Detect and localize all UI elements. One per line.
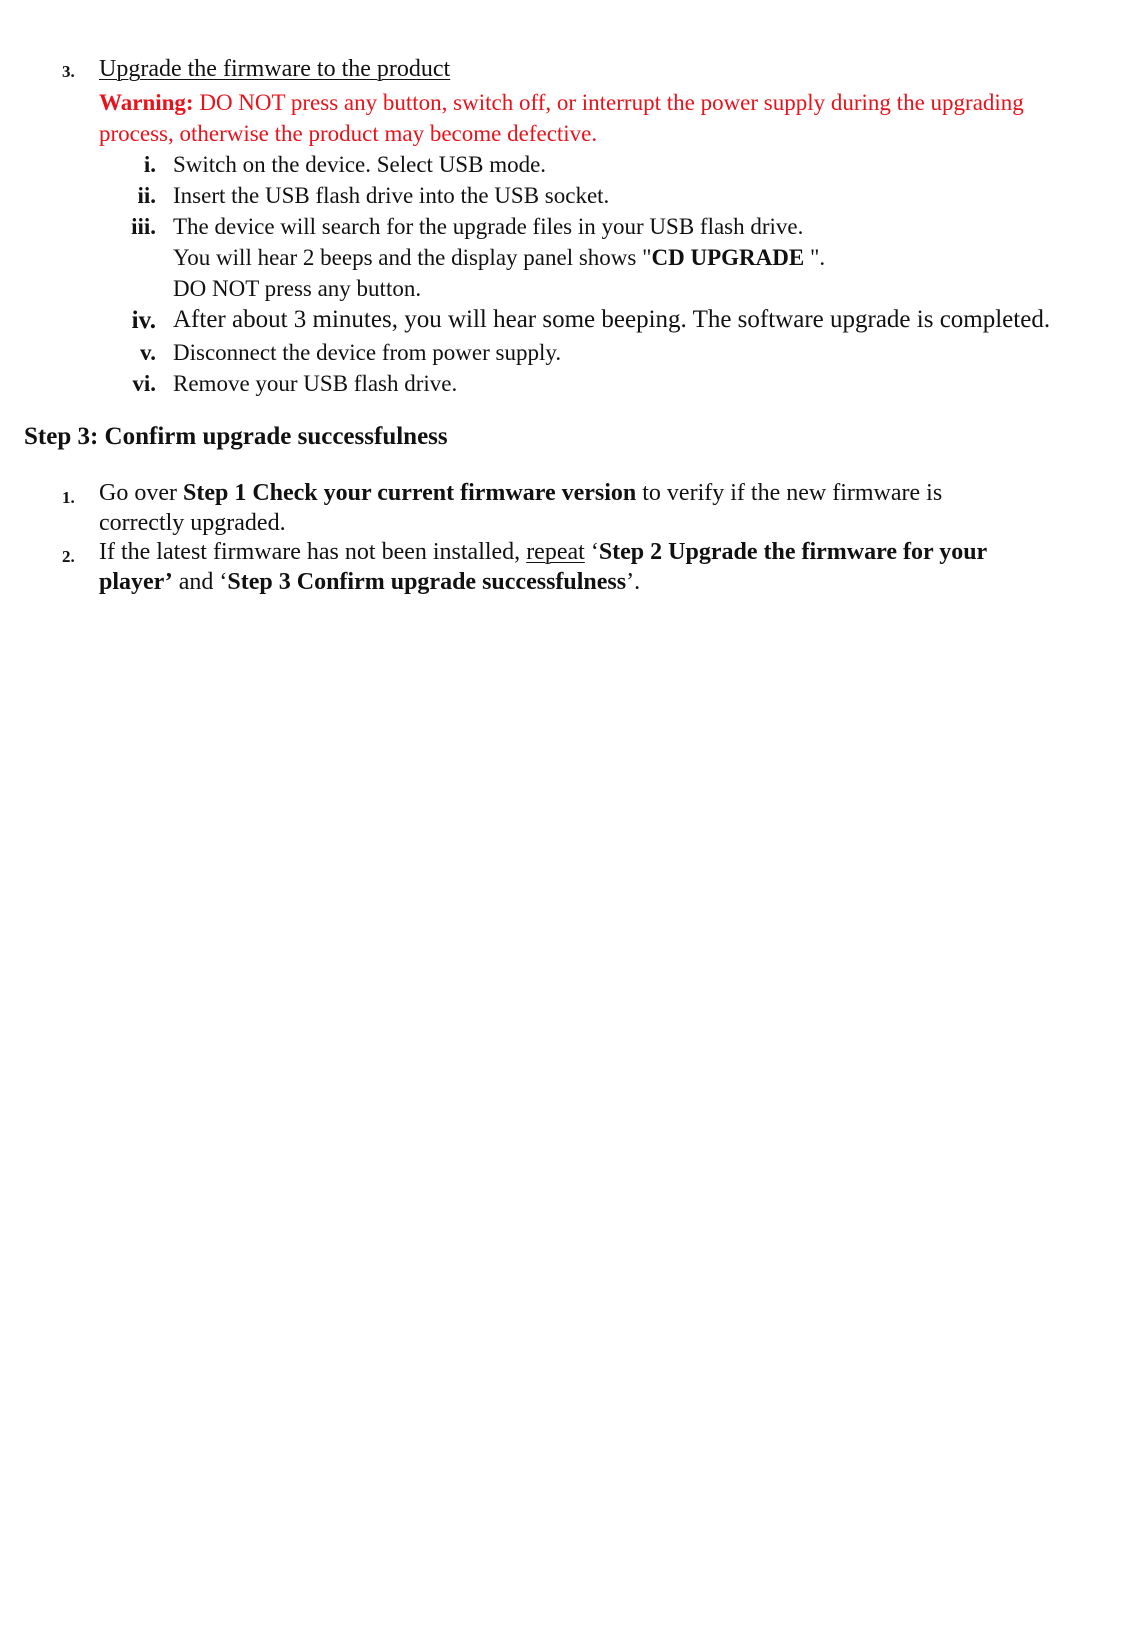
item-2-end: . xyxy=(634,569,641,595)
display-post: ". xyxy=(809,245,826,270)
item-2-and: and ‘ xyxy=(172,569,228,595)
item-2-bold-2: player’ xyxy=(99,569,173,595)
step3-heading: Step 3: Confirm upgrade successfulness xyxy=(24,423,448,450)
section-title: Upgrade the firmware to the product xyxy=(99,56,451,82)
item-1-post: to verify if the new firmware is xyxy=(636,480,943,506)
item-2-quote: ‘ xyxy=(584,539,599,565)
repeat-text: repeat xyxy=(526,539,585,565)
step-numeral: i. xyxy=(143,152,156,177)
item-2-line-1 xyxy=(99,538,987,567)
item-number: 2. xyxy=(62,547,75,566)
item-2-bold-3: Step 3 Confirm upgrade successfulness xyxy=(227,569,627,595)
step-numeral: iii. xyxy=(131,214,156,239)
step-numeral: vi. xyxy=(132,371,156,396)
item-2-bold-1: Step 2 Upgrade the firmware for your xyxy=(598,539,988,565)
step-text: Insert the USB flash drive into the USB socket. xyxy=(173,183,610,208)
warning-label: Warning: xyxy=(99,90,194,115)
display-pre: You will hear 2 beeps and the display panel shows " xyxy=(173,245,652,270)
item-1-pre: Go over xyxy=(99,480,183,506)
item-1-line-2: correctly upgraded. xyxy=(99,510,286,536)
step-text-display xyxy=(173,244,825,272)
step-text: Disconnect the device from power supply. xyxy=(173,340,562,365)
item-1-bold: Step 1 Check your current firmware version xyxy=(182,480,637,506)
display-text: CD UPGRADE xyxy=(651,245,810,270)
section-number: 3. xyxy=(62,62,75,81)
step-text: Remove your USB flash drive. xyxy=(173,371,458,396)
step-numeral: ii. xyxy=(137,183,156,208)
item-number: 1. xyxy=(62,488,75,507)
item-1-line-1 xyxy=(99,479,942,508)
item-2-line-2 xyxy=(99,568,640,597)
step-text: The device will search for the upgrade files in your USB flash drive. xyxy=(173,214,804,239)
step-numeral: iv. xyxy=(131,307,156,334)
warning-line-1 xyxy=(99,89,1024,117)
step-numeral: v. xyxy=(140,340,156,365)
item-2-close-quote: ’ xyxy=(626,569,635,595)
step-text: Switch on the device. Select USB mode. xyxy=(173,152,547,177)
step-text: After about 3 minutes, you will hear some beeping. The software upgrade is completed. xyxy=(173,306,1051,333)
warning-line-2: process, otherwise the product may become defective. xyxy=(99,121,598,146)
warning-text: DO NOT press any button, switch off, or interrupt the power supply during the upgrading xyxy=(199,90,1024,115)
step-text: DO NOT press any button. xyxy=(173,276,422,301)
item-2-pre: If the latest firmware has not been installed, xyxy=(99,539,527,565)
